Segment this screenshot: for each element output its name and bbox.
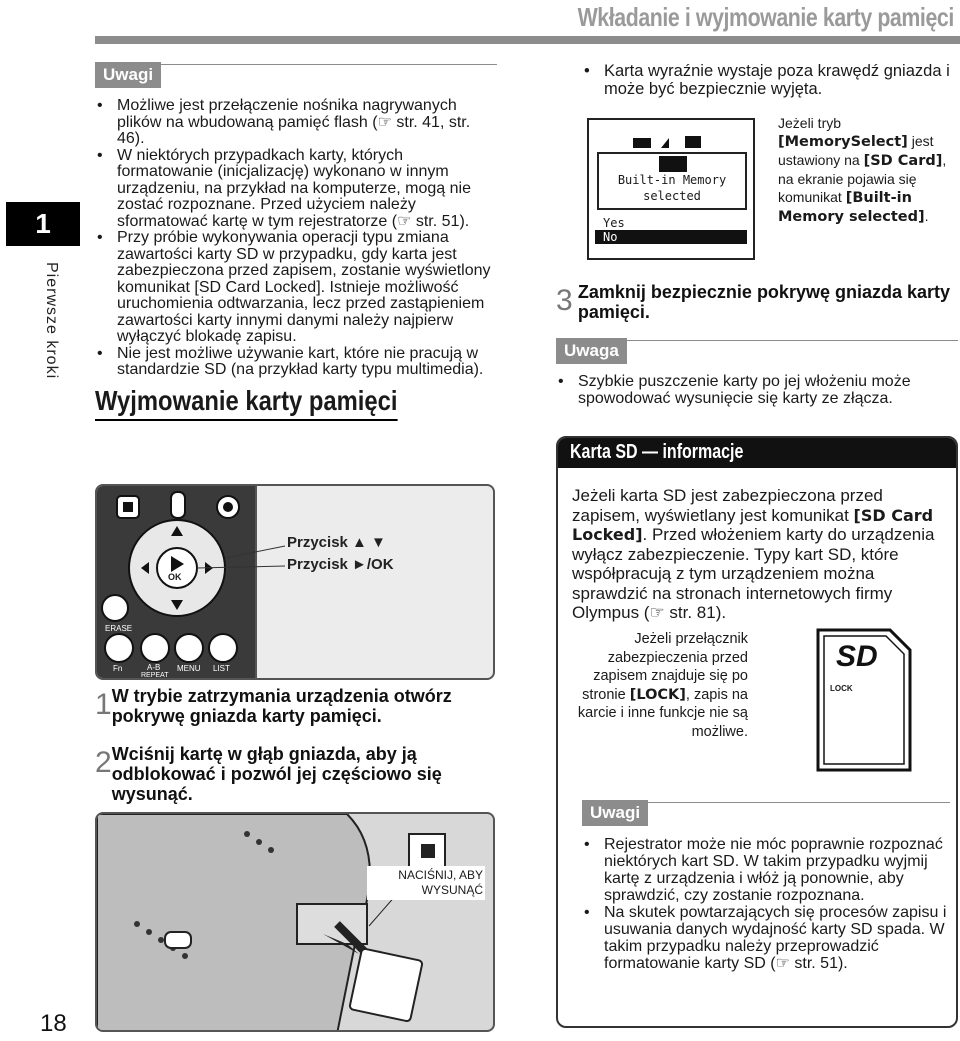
sd-card-icon: [814, 626, 914, 774]
push-to-eject-label: NACIŚNIJ, ABY WYSUNĄĆ: [367, 866, 485, 900]
uwagi-rule: [161, 64, 497, 65]
button-label-updown: Przycisk ▲ ▼: [287, 534, 386, 551]
step-text: Wciśnij kartę w głąb gniazda, aby ją odblokować i pozwól jej częściowo się wysunąć.: [111, 744, 442, 804]
side-note: [778, 114, 958, 226]
sd-info-box: [556, 436, 958, 1028]
lcd-option-yes: Yes: [603, 216, 625, 230]
menu-label: MENU: [177, 664, 201, 673]
list-item: • Na skutek powtarzających się procesów zapisu i usuwania danych wydajność karty SD spada. W takim przypadku należy przeprowadzić formatowanie karty SD (☞ str. 51).: [582, 904, 950, 972]
lcd-line-2: selected: [643, 189, 701, 203]
chapter-title: Pierwsze kroki: [43, 262, 60, 380]
sd-info-title: [558, 438, 956, 468]
title-bar: [95, 36, 960, 44]
lcd-option-no: No: [595, 230, 747, 244]
left-column: [95, 62, 497, 421]
sd-body-text: Jeżeli karta SD jest zabezpieczona przed zapisem, wyświetlany jest komunikat: [572, 486, 883, 525]
sd-note-text: Jeżeli przełącznik zabezpieczenia przed zapisem znajduje się po stronie: [582, 631, 748, 703]
sd-info-title-text: Karta SD — informacje: [570, 441, 744, 463]
uwaga-rule: [627, 340, 958, 341]
section-heading-wrap: [95, 385, 497, 421]
memory-icons: [589, 120, 753, 150]
sd-uwagi-header: [582, 800, 950, 826]
sd-note-text: , zapis na karcie i inne funkcje nie są możliwe.: [577, 686, 748, 740]
uwagi-list: [95, 98, 497, 379]
step-text: W trybie zatrzymania urządzenia otwórz pokrywę gniazda karty pamięci.: [111, 686, 452, 726]
uwaga-block: [556, 338, 958, 407]
sd-note-bold: [LOCK]: [629, 686, 686, 703]
right-top-list: [582, 62, 954, 98]
uwagi-header: [95, 62, 497, 88]
list-item: • Karta wyraźnie wystaje poza krawędź gniazda i może być bezpiecznie wyjęta.: [582, 62, 954, 98]
sd-lock-label: LOCK: [830, 684, 853, 693]
list-item: • Przy próbie wykonywania operacji typu zmiana zawartości karty SD w przypadku, gdy karta jest zabezpieczona przed zapisem, zostanie wyświetlony komunikat [SD Card Locked]. Istnieje możliwość uruchomienia odtwarzania, lecz przed zastąpieniem zawartości karty innymi danymi należy najpierw wyłączyć blokadę zapisu.: [95, 230, 497, 346]
fn-label: Fn: [113, 664, 123, 673]
uwaga-label: Uwaga: [556, 338, 627, 364]
side-note-bold: [SD Card]: [863, 153, 943, 169]
button-label-play-ok: Przycisk ►/OK: [287, 556, 394, 573]
sd-uwagi-label: Uwagi: [582, 800, 648, 826]
sd-body-bold: [SD Card Locked]: [572, 505, 934, 544]
ok-label: OK: [168, 572, 182, 582]
list-item: • W niektórych przypadkach karty, których formatowanie (inicjalizację) wykonano w innym urządzeniu, na przykład na komputerze, mogą nie zostać rozpoznane. Przed użyciem należy sformatować kartę w tym rejestratorze (☞ str. 51).: [95, 148, 497, 231]
sd-uwagi-list: [582, 836, 950, 972]
device-buttons-illustration: [95, 484, 495, 680]
ab-label: A-B: [147, 663, 161, 672]
lcd-screen: [587, 118, 755, 260]
uwaga-header: [556, 338, 958, 364]
step-1: [95, 686, 500, 726]
recorder-body-icon: [97, 814, 495, 1032]
callout-lines: [97, 486, 495, 680]
side-note-text: , na ekranie pojawia się komunikat: [778, 152, 947, 205]
side-note-bold: [MemorySelect]: [778, 134, 908, 150]
uwagi-label: Uwagi: [95, 62, 161, 88]
page-title: Wkładanie i wyjmowanie karty pamięci: [577, 2, 954, 32]
sd-uwagi-block: [582, 800, 950, 972]
side-note-text: Jeżeli tryb: [778, 115, 842, 131]
sd-logo: SD: [836, 640, 878, 673]
list-item: • Nie jest możliwe używanie kart, które nie pracują w standardzie SD (na przykład karty typu multimedia).: [95, 346, 497, 379]
device-card-eject-illustration: [95, 812, 495, 1032]
step-number: 2: [95, 746, 112, 779]
erase-label: ERASE: [105, 624, 133, 633]
side-note-bold: [Built-in Memory selected]: [778, 190, 925, 225]
lcd-line-1: Built-in Memory: [617, 173, 727, 187]
list-label: LIST: [213, 664, 230, 673]
sd-lock-note: [572, 630, 748, 741]
list-item: • Możliwe jest przełączenie nośnika nagrywanych plików na wbudowaną pamięć flash (☞ str. 41, str. 46).: [95, 98, 497, 148]
side-note-text: .: [924, 208, 929, 224]
repeat-label: REPEAT: [141, 672, 169, 679]
lcd-message: [597, 152, 747, 210]
list-item: • Szybkie puszczenie karty po jej włożeniu może spowodować wysunięcie się karty ze złącza.: [556, 374, 958, 407]
page-number: 18: [40, 1010, 67, 1037]
list-item: • Rejestrator może nie móc poprawnie rozpoznać niektórych kart SD. W takim przypadku wyjmij kartę z urządzenia i włóż ją ponownie, aby sprawdzić, czy zostanie rozpoznana.: [582, 836, 950, 904]
sd-uwagi-rule: [648, 802, 950, 803]
built-in-memory-icon: [659, 156, 687, 172]
sd-body-text: . Przed włożeniem karty do urządzenia wyłącz zabezpieczenie. Typy kart SD, które współpracują z tym urządzeniem można sprawdzić na stronach internetowych firmy Olympus (☞ str. 81).: [572, 525, 935, 622]
step-2: [95, 744, 500, 804]
step-3: [556, 282, 956, 322]
sd-info-body: [558, 468, 956, 623]
section-heading: Wyjmowanie karty pamięci: [95, 385, 397, 421]
side-note-text: jest ustawiony na: [778, 133, 934, 168]
step-number: 3: [556, 284, 573, 317]
chapter-number: 1: [6, 202, 80, 246]
step-text: Zamknij bezpiecznie pokrywę gniazda karty pamięci.: [577, 282, 951, 322]
step-number: 1: [95, 688, 112, 721]
uwaga-list: [556, 374, 958, 407]
